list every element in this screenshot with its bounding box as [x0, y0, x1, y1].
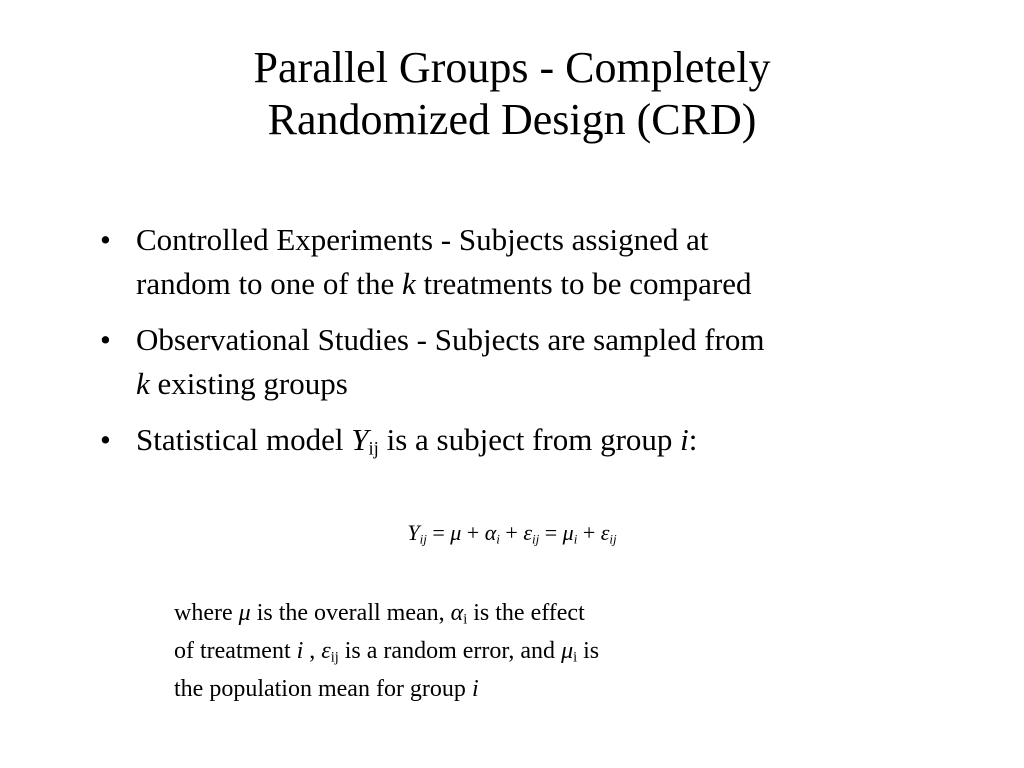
eq-mu-i-sub: i [573, 531, 578, 547]
bullet-1-line-1: Controlled Experiments - Subjects assigned at [136, 222, 709, 257]
where-alpha-sub: i [463, 611, 468, 628]
eq-Y-sub: ij [419, 531, 427, 547]
bullet-3-Y: Y [351, 422, 369, 457]
title-line-1: Parallel Groups - Completely [253, 43, 771, 92]
where-2c: is a random error, and [338, 638, 562, 664]
where-epsilon-sub: ij [330, 649, 339, 666]
eq-epsilon-sub: ij [532, 531, 540, 547]
eq-plus-1: + [461, 520, 485, 545]
eq-Y: Y [407, 520, 420, 545]
bullet-1-text-a: random to one of the [136, 266, 403, 301]
eq-alpha-sub: i [496, 531, 500, 547]
bullet-3-text-b: is a subject from group [378, 422, 681, 457]
bullet-icon: • [100, 322, 111, 357]
where-2a: of treatment [174, 638, 297, 664]
title-line-2: Randomized Design (CRD) [267, 95, 757, 144]
bullet-2-k: k [136, 366, 150, 401]
model-equation [0, 518, 1024, 548]
where-1c: is the effect [467, 600, 585, 626]
where-3a: the population mean for group [174, 676, 472, 702]
where-mu-i-sub: i [573, 649, 578, 666]
bullet-item-observational-studies [100, 318, 960, 406]
slide-title [0, 42, 1024, 146]
bullet-list [100, 218, 960, 474]
eq-epsilon-2-sub: ij [609, 531, 617, 547]
bullet-2-line-1: Observational Studies - Subjects are sampled from [136, 322, 765, 357]
bullet-3-i: i [680, 422, 689, 457]
bullet-icon: • [100, 222, 111, 257]
bullet-item-statistical-model [100, 418, 960, 462]
bullet-1-k: k [402, 266, 416, 301]
where-mu: μ [238, 600, 251, 626]
where-line-3 [174, 670, 814, 708]
where-explanation [174, 594, 814, 708]
bullet-icon: • [100, 422, 111, 457]
bullet-2-line-2 [136, 362, 960, 406]
eq-mu: μ [450, 520, 462, 545]
eq-equals-1: = [426, 520, 451, 545]
eq-epsilon: ε [523, 520, 532, 545]
where-2d: is [577, 638, 600, 664]
bullet-2-text-b: existing groups [149, 366, 348, 401]
where-2b: , [303, 638, 322, 664]
where-1a: where [174, 600, 239, 626]
bullet-3-Y-sub: ij [368, 438, 379, 460]
bullet-1-text-b: treatments to be compared [415, 266, 752, 301]
bullet-3-text-a: Statistical model [136, 422, 352, 457]
where-line-2 [174, 632, 814, 670]
where-1b: is the overall mean, [250, 600, 451, 626]
bullet-1-line-2 [136, 262, 960, 306]
eq-equals-2: = [539, 520, 563, 545]
where-alpha: α [450, 600, 464, 626]
where-mu-i: μ [561, 638, 574, 664]
eq-alpha: α [484, 520, 497, 545]
bullet-3-text-c: : [688, 422, 698, 457]
bullet-item-controlled-experiments [100, 218, 960, 306]
where-3-i: i [471, 676, 479, 702]
bullet-3-line-1 [136, 418, 960, 462]
eq-plus-2: + [499, 520, 524, 545]
eq-plus-3: + [577, 520, 601, 545]
eq-mu-i: μ [562, 520, 574, 545]
where-line-1 [174, 594, 814, 632]
eq-epsilon-2: ε [600, 520, 610, 545]
where-i: i [296, 638, 304, 664]
where-epsilon: ε [321, 638, 331, 664]
